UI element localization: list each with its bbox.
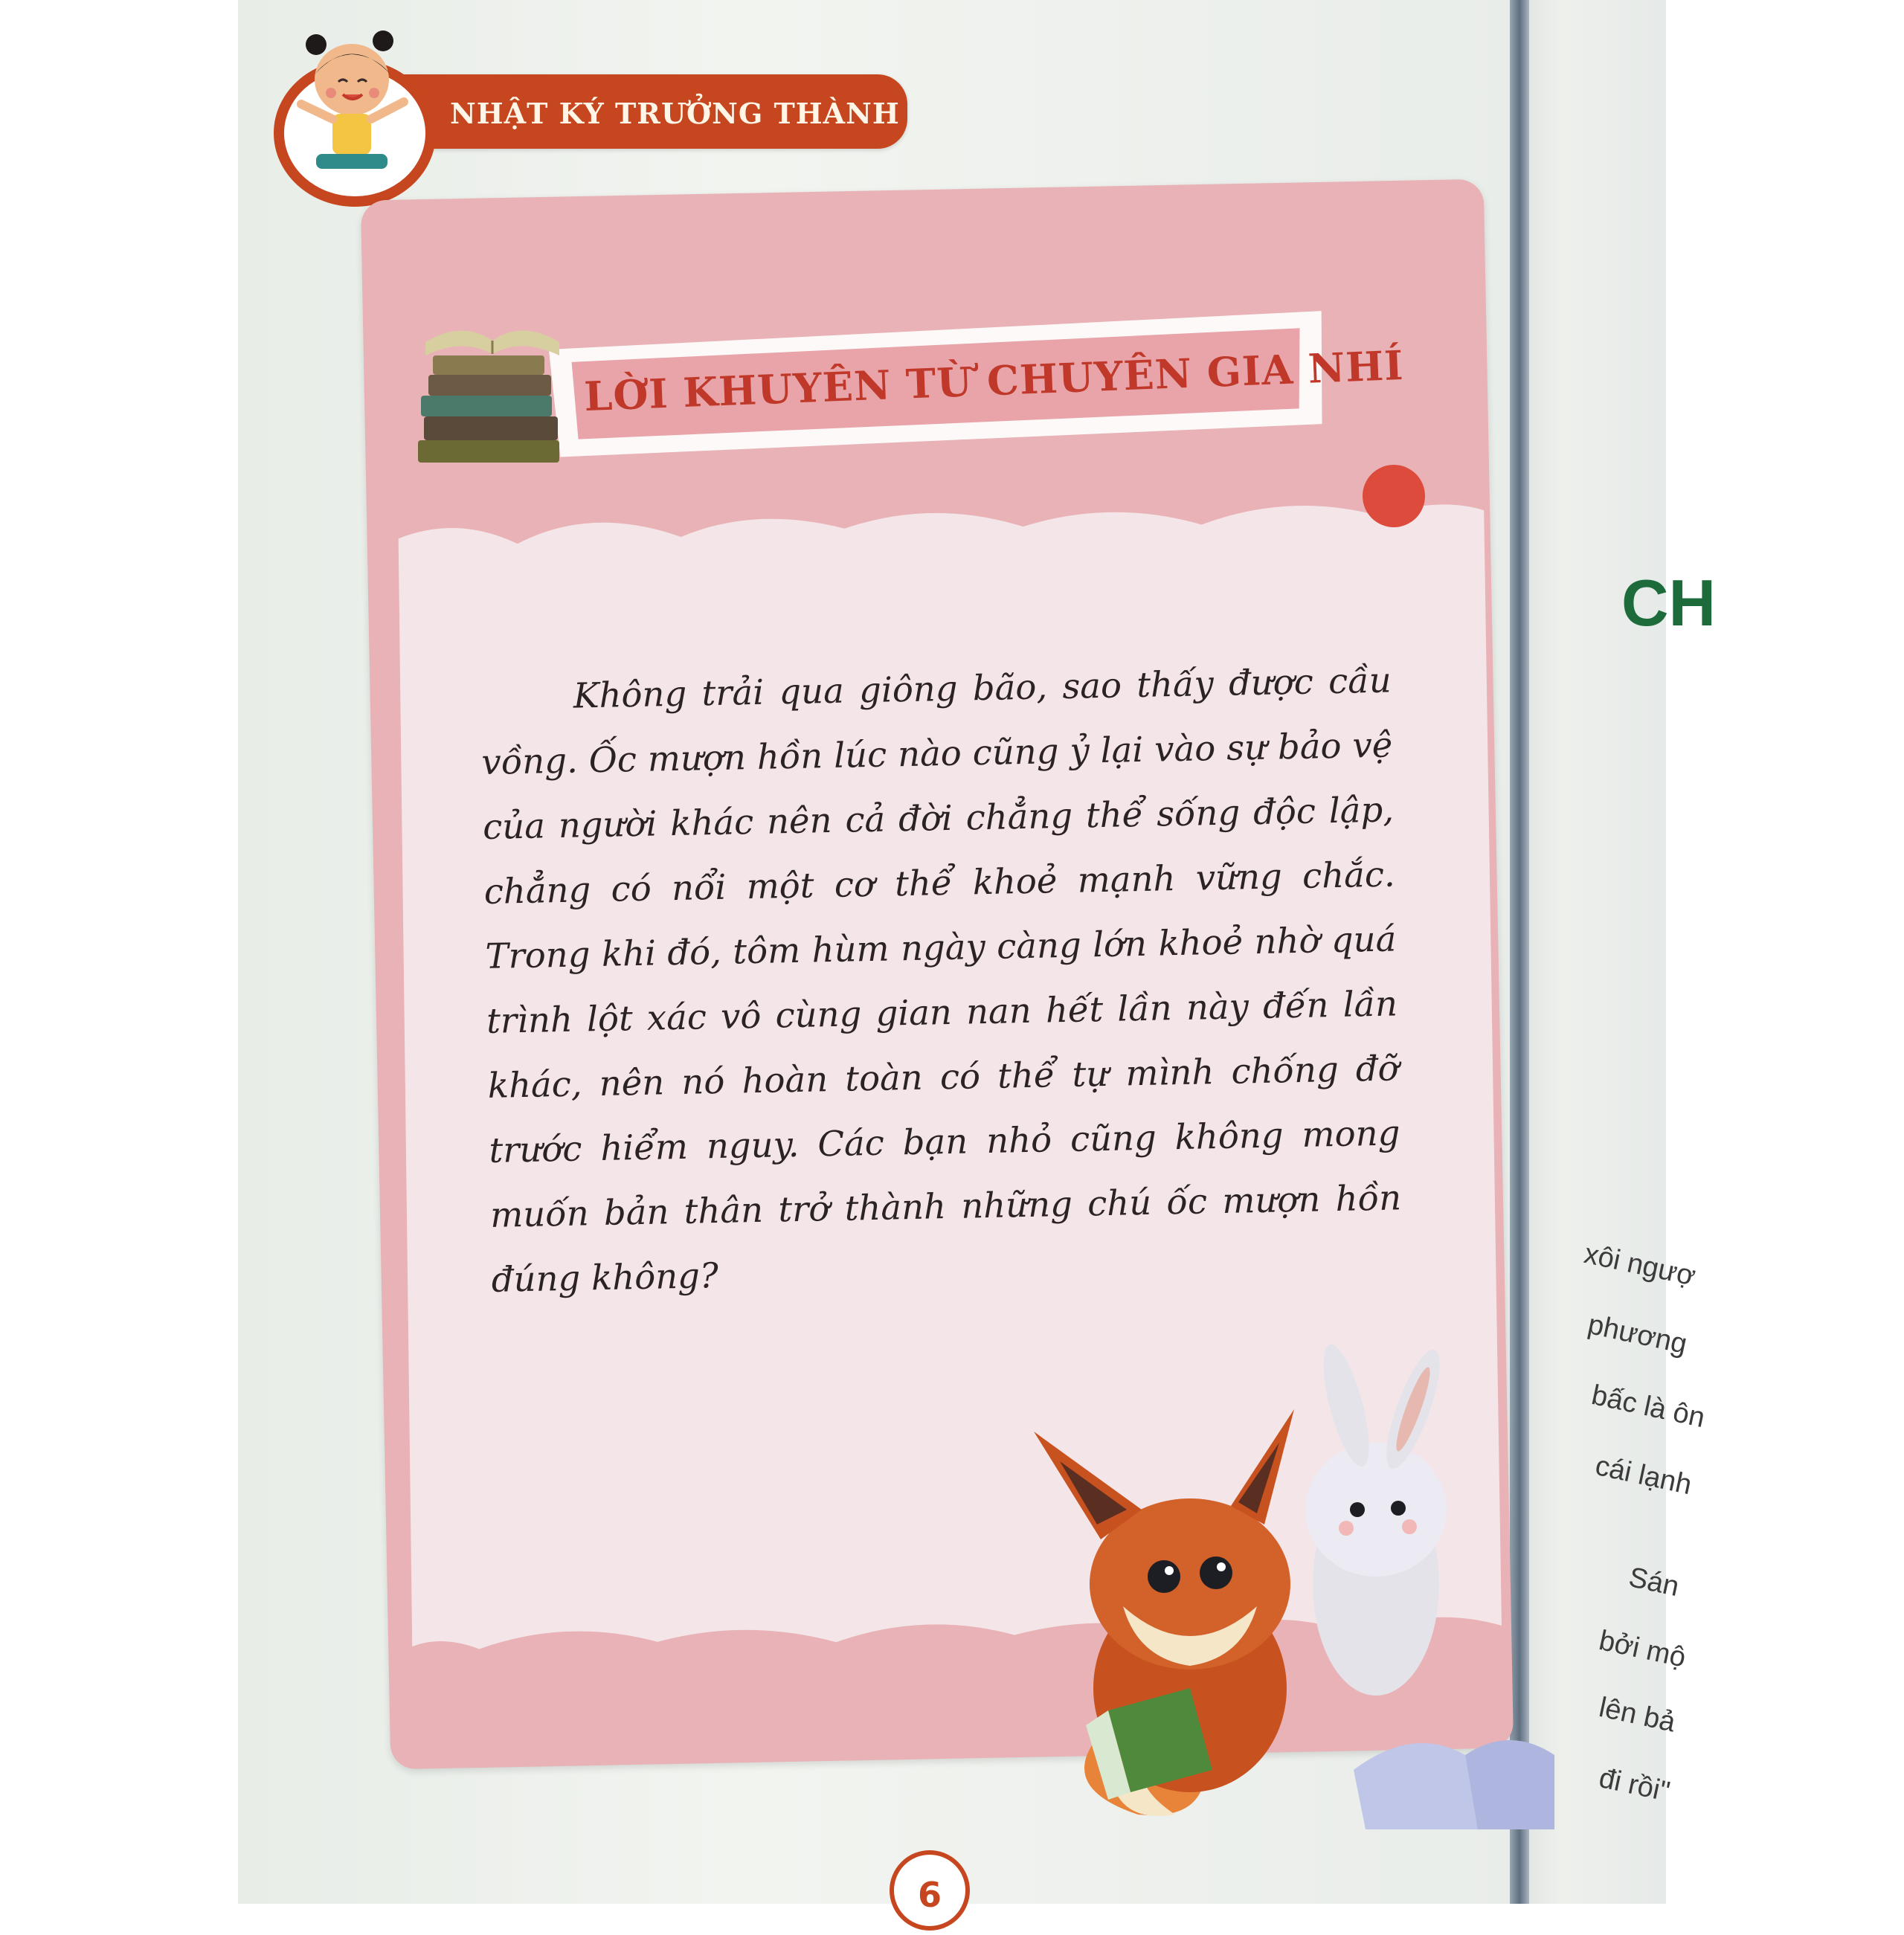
right-page-line: Sán [1626,1562,1682,1603]
section-title: LỜI KHUYÊN TỪ CHUYÊN GIA NHÍ [583,341,1405,421]
right-page-line: phương [1585,1309,1690,1361]
right-page-line: đi rồi" [1596,1762,1673,1809]
fox-and-rabbit-illustration [1019,1339,1554,1829]
right-page-line: lên bả [1596,1692,1679,1739]
right-page-line: xôi ngượ [1581,1238,1699,1292]
advice-paragraph: Không trải qua giông bão, sao thấy được cầu vồng. Ốc mượn hồn lúc nào cũng ỷ lại vào sự bảo vệ của người khác nên cả đời chẳng thể sống độc lập, chẳng có nổi một cơ thể khoẻ mạnh vững chắc. Trong khi đó, tôm hùm ngày càng lớn khoẻ nhờ quá trình lột xác vô cùng gian nan hết lần này đến lần khác, nên nó hoàn toàn có thể tự mình chống đỡ trước hiểm nguy. Các bạn nhỏ cũng không mong muốn bản thân trở thành những chú ốc mượn hồn đúng không? [480,660,1402,1300]
right-page-line: bấc là ôn [1589,1379,1708,1435]
header-title: NHẬT KÝ TRƯỞNG THÀNH [450,97,900,130]
right-page-line: cái lạnh [1592,1450,1695,1501]
red-dot-decoration [1363,465,1425,527]
book-stack-icon [411,312,574,469]
right-page-line: bởi mộ [1596,1625,1689,1674]
page-number: 6 [890,1850,970,1931]
right-page-heading: CH [1621,566,1717,640]
girl-mascot-icon [286,19,420,175]
